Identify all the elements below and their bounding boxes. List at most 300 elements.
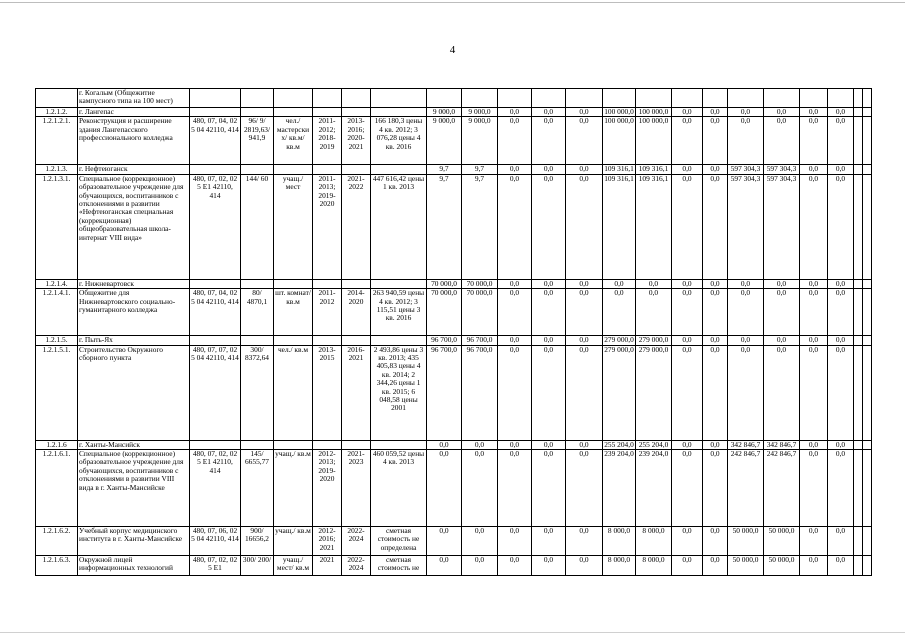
- cell-value: 0,0: [703, 289, 728, 336]
- cell-cap: [241, 108, 274, 117]
- cell-id: 1.2.1.6.1.: [36, 450, 78, 527]
- cell-value: 0,0: [764, 108, 800, 117]
- cell-value: 0,0: [532, 174, 566, 279]
- cell-value: 0,0: [566, 440, 603, 449]
- cell-value: [863, 450, 872, 527]
- table-row: [36, 440, 872, 449]
- cell-value: [863, 556, 872, 576]
- cell-value: 255 204,0: [636, 440, 672, 449]
- cell-cost: 263 940,59 цены 4 кв. 2012; 3 115,51 цены 3 кв. 2016: [371, 289, 427, 336]
- cell-value: 0,0: [636, 289, 672, 336]
- cell-value: [854, 527, 863, 556]
- cell-value: 279 000,0: [636, 345, 672, 440]
- cell-name: Окружной лицей информационных технологий: [78, 556, 190, 576]
- cell-value: 0,0: [728, 279, 764, 288]
- cell-value: 242 846,7: [728, 450, 764, 527]
- cell-value: 0,0: [498, 440, 532, 449]
- cell-value: 0,0: [566, 108, 603, 117]
- cell-cap: [241, 336, 274, 345]
- cell-value: 0,0: [498, 556, 532, 576]
- cell-value: 0,0: [498, 117, 532, 165]
- cell-value: 109 316,1: [603, 174, 636, 279]
- cell-cap: 80/ 4870,1: [241, 289, 274, 336]
- scan-edge-top: [0, 2, 905, 3]
- cell-p1: [313, 108, 342, 117]
- cell-value: 0,0: [800, 556, 828, 576]
- cell-value: 0,0: [532, 108, 566, 117]
- table-row: [36, 165, 872, 174]
- investment-table: [35, 88, 872, 576]
- cell-value: 0,0: [828, 345, 854, 440]
- cell-value: 9 000,0: [427, 108, 462, 117]
- cell-cat: [190, 165, 241, 174]
- cell-unit: учащ./ мест: [274, 174, 313, 279]
- cell-cap: [241, 89, 274, 108]
- cell-name: г. Нефтеюганск: [78, 165, 190, 174]
- cell-value: 0,0: [828, 117, 854, 165]
- cell-cat: 480, 07, 04, 02 5 04 42110, 414: [190, 289, 241, 336]
- cell-value: 109 316,1: [636, 165, 672, 174]
- cell-value: 342 846,7: [728, 440, 764, 449]
- cell-value: 9,7: [427, 165, 462, 174]
- cell-value: 0,0: [800, 440, 828, 449]
- cell-unit: учащ./ кв.м: [274, 450, 313, 527]
- cell-value: [863, 165, 872, 174]
- cell-cat: 480, 07, 02, 02 5 Е1: [190, 556, 241, 576]
- cell-value: 0,0: [498, 108, 532, 117]
- page-number: 4: [449, 44, 456, 56]
- cell-value: 0,0: [672, 174, 703, 279]
- cell-value: 0,0: [800, 450, 828, 527]
- cell-value: 0,0: [800, 174, 828, 279]
- cell-unit: [274, 336, 313, 345]
- cell-value: 0,0: [672, 527, 703, 556]
- cell-value: 0,0: [828, 450, 854, 527]
- cell-value: 0,0: [603, 279, 636, 288]
- cell-value: 9,7: [462, 174, 498, 279]
- cell-value: 0,0: [764, 345, 800, 440]
- table-row: [36, 345, 872, 440]
- cell-cat: 480, 07, 02, 02 5 Е1 42110, 414: [190, 174, 241, 279]
- cell-unit: шт. комнат/ кв.м: [274, 289, 313, 336]
- cell-value: 0,0: [703, 174, 728, 279]
- table-row: [36, 117, 872, 165]
- cell-value: 279 000,0: [604, 335, 634, 345]
- cell-value: 0,0: [532, 289, 566, 336]
- cell-value: [566, 89, 603, 108]
- cell-value: [863, 89, 872, 108]
- cell-p2: 2022-2024: [342, 527, 371, 556]
- cell-cap: 145/ 6655,77: [241, 450, 274, 527]
- cell-value: 50 000,0: [764, 527, 800, 556]
- cell-value: 9,7: [462, 165, 498, 174]
- cell-value: 0,0: [636, 279, 672, 288]
- cell-cost: сметная стоимость не: [371, 556, 427, 576]
- cell-value: 0,0: [764, 336, 800, 345]
- cell-p1: 2012-2013; 2019-2020: [313, 450, 342, 527]
- cell-value: [854, 89, 863, 108]
- cell-value: 0,0: [532, 336, 566, 345]
- cell-value: 239 204,0: [603, 450, 636, 527]
- cell-id: 1.2.1.3.: [36, 165, 78, 174]
- cell-value: [863, 345, 872, 440]
- cell-name: Учебный корпус медицинского института в г. Ханты-Мансийске: [78, 527, 190, 556]
- cell-value: [828, 89, 854, 108]
- cell-cap: 300/ 200/: [241, 556, 274, 576]
- cell-p2: [342, 108, 371, 117]
- cell-value: 109 316,1: [636, 174, 672, 279]
- cell-p1: 2011-2012: [313, 289, 342, 336]
- cell-cap: 300/ 8372,64: [241, 345, 274, 440]
- cell-unit: [274, 165, 313, 174]
- cell-value: 0,0: [498, 174, 532, 279]
- cell-value: 0,0: [728, 345, 764, 440]
- cell-value: 0,0: [703, 450, 728, 527]
- cell-value: 96 700,0: [427, 345, 462, 440]
- cell-value: 0,0: [532, 527, 566, 556]
- cell-id: [36, 89, 78, 108]
- cell-value: 0,0: [532, 440, 566, 449]
- cell-value: 0,0: [703, 556, 728, 576]
- cell-value: 0,0: [728, 289, 764, 336]
- cell-value: 70 000,0: [462, 289, 498, 336]
- table-row: [36, 527, 872, 556]
- cell-value: [532, 89, 566, 108]
- cell-id: 1.2.1.4.: [36, 279, 78, 288]
- cell-value: [603, 89, 636, 108]
- cell-value: 0,0: [566, 556, 603, 576]
- cell-value: 597 304,3: [728, 174, 764, 279]
- cell-value: [462, 89, 498, 108]
- cell-cap: 144/ 60: [241, 174, 274, 279]
- cell-value: [854, 440, 863, 449]
- cell-value: 0,0: [764, 279, 800, 288]
- cell-p2: [342, 440, 371, 449]
- cell-value: [854, 345, 863, 440]
- cell-value: [863, 117, 872, 165]
- cell-value: 0,0: [532, 345, 566, 440]
- cell-value: 0,0: [800, 289, 828, 336]
- table-row: [36, 450, 872, 527]
- cell-unit: учащ./ кв.м: [274, 527, 313, 556]
- cell-value: 279 000,0: [603, 345, 636, 440]
- cell-p1: [313, 165, 342, 174]
- cell-value: 100 000,0: [603, 117, 636, 165]
- cell-value: 70 000,0: [427, 289, 462, 336]
- cell-value: 70 000,0: [462, 279, 498, 288]
- cell-value: 8 000,0: [603, 527, 636, 556]
- table-row: [36, 108, 872, 117]
- cell-value: 0,0: [828, 289, 854, 336]
- cell-cost: 166 180,3 цены 4 кв. 2012; 3 076,28 цены 4 кв. 2016: [371, 117, 427, 165]
- cell-value: 8 000,0: [636, 556, 672, 576]
- cell-unit: [274, 440, 313, 449]
- cell-value: [863, 527, 872, 556]
- cell-p1: 2013-2015: [313, 345, 342, 440]
- cell-value: 242 846,7: [764, 450, 800, 527]
- cell-value: 597 304,3: [764, 174, 800, 279]
- cell-p2: [342, 89, 371, 108]
- cell-value: 0,0: [566, 336, 603, 345]
- cell-value: 0,0: [566, 279, 603, 288]
- cell-value: 597 304,3: [728, 165, 764, 174]
- table-row: [36, 556, 872, 576]
- cell-value: 0,0: [800, 345, 828, 440]
- table-row: [36, 336, 872, 345]
- cell-value: [636, 89, 672, 108]
- cell-value: 0,0: [498, 336, 532, 345]
- cell-p2: [342, 165, 371, 174]
- cell-id: 1.2.1.4.1.: [36, 289, 78, 336]
- cell-p2: 2013-2016; 2020-2021: [342, 117, 371, 165]
- cell-value: 0,0: [498, 527, 532, 556]
- cell-value: 0,0: [672, 556, 703, 576]
- cell-value: 0,0: [703, 117, 728, 165]
- cell-cat: [190, 89, 241, 108]
- cell-cap: 900/ 16656,2: [241, 527, 274, 556]
- cell-value: 96 700,0: [427, 336, 462, 345]
- cell-value: 0,0: [672, 336, 703, 345]
- cell-value: 0,0: [427, 450, 462, 527]
- cell-value: 0,0: [828, 440, 854, 449]
- cell-value: [863, 289, 872, 336]
- cell-value: 100 000,0: [636, 108, 672, 117]
- cell-value: 0,0: [703, 279, 728, 288]
- cell-value: 0,0: [427, 440, 462, 449]
- cell-value: [863, 336, 872, 345]
- cell-value: 0,0: [800, 108, 828, 117]
- cell-value: [800, 89, 828, 108]
- cell-name: Реконструкция и расширение здания Лангепасского профессионального колледжа: [78, 117, 190, 165]
- cell-value: [854, 165, 863, 174]
- cell-value: 0,0: [566, 174, 603, 279]
- cell-unit: учащ./ мест/ кв.м: [274, 556, 313, 576]
- cell-value: 0,0: [532, 279, 566, 288]
- cell-value: 0,0: [532, 117, 566, 165]
- cell-value: 8 000,0: [636, 527, 672, 556]
- cell-name: г. Нижневартовск: [78, 279, 190, 288]
- cell-value: [728, 89, 764, 108]
- cell-value: 0,0: [672, 440, 703, 449]
- cell-p2: 2021-2023: [342, 450, 371, 527]
- table-row: [36, 289, 872, 336]
- cell-value: 0,0: [498, 279, 532, 288]
- cell-value: 100 000,0: [604, 107, 634, 116]
- cell-value: 0,0: [462, 527, 498, 556]
- cell-value: [854, 556, 863, 576]
- cell-unit: [274, 108, 313, 117]
- cell-p1: 2011-2012; 2018-2019: [313, 117, 342, 165]
- cell-value: [863, 279, 872, 288]
- cell-cost: [371, 165, 427, 174]
- cell-value: 70 000,0: [427, 279, 462, 288]
- cell-value: 0,0: [566, 450, 603, 527]
- cell-value: 0,0: [603, 289, 636, 336]
- cell-value: 0,0: [462, 450, 498, 527]
- cell-id: 1.2.1.2.1.: [36, 117, 78, 165]
- cell-value: 9 000,0: [462, 117, 498, 165]
- cell-value: 0,0: [828, 174, 854, 279]
- cell-cost: [371, 89, 427, 108]
- cell-value: 0,0: [427, 527, 462, 556]
- cell-value: 0,0: [828, 279, 854, 288]
- table-row: [36, 89, 872, 108]
- cell-value: 0,0: [703, 440, 728, 449]
- cell-cap: [241, 440, 274, 449]
- cell-cap: [241, 279, 274, 288]
- cell-value: 0,0: [703, 108, 728, 117]
- cell-value: 50 000,0: [728, 556, 764, 576]
- cell-name: Специальное (коррекционное) образовательное учреждение для обучающихся, воспитанников с отклонениями в развитии VIII вида в г. Ханты-Мансийске: [78, 450, 190, 527]
- cell-value: 0,0: [828, 556, 854, 576]
- cell-value: 0,0: [800, 279, 828, 288]
- cell-value: 0,0: [703, 345, 728, 440]
- cell-id: 1.2.1.5.: [36, 336, 78, 345]
- cell-id: 1.2.1.6: [36, 440, 78, 449]
- cell-cap: 96/ 9/ 2819,63/ 941,9: [241, 117, 274, 165]
- cell-value: 8 000,0: [603, 556, 636, 576]
- cell-p1: 2021: [313, 556, 342, 576]
- cell-value: 96 700,0: [462, 336, 498, 345]
- cell-value: 279 000,0: [636, 336, 672, 345]
- cell-value: 239 204,0: [636, 450, 672, 527]
- cell-value: 9 000,0: [462, 108, 498, 117]
- cell-value: 0,0: [672, 289, 703, 336]
- cell-value: 0,0: [828, 108, 854, 117]
- cell-value: 0,0: [672, 165, 703, 174]
- cell-value: 0,0: [672, 450, 703, 527]
- cell-value: [764, 89, 800, 108]
- cell-id: 1.2.1.5.1.: [36, 345, 78, 440]
- cell-cost: [371, 440, 427, 449]
- cell-name: Общежитие для Нижневартовского социально-гуманитарного колледжа: [78, 289, 190, 336]
- cell-value: 0,0: [566, 527, 603, 556]
- cell-name: г. Лангепас: [78, 108, 190, 117]
- cell-cost: сметная стоимость не определена: [371, 527, 427, 556]
- cell-value: 0,0: [462, 556, 498, 576]
- cell-value: 0,0: [703, 165, 728, 174]
- scan-edge-bottom: [0, 632, 905, 633]
- cell-value: 0,0: [566, 117, 603, 165]
- cell-value: 0,0: [828, 336, 854, 345]
- cell-value: [854, 108, 863, 117]
- cell-value: [863, 108, 872, 117]
- cell-id: 1.2.1.3.1.: [36, 174, 78, 279]
- cell-unit: [274, 279, 313, 288]
- cell-cost: 460 059,52 цены 4 кв. 2013: [371, 450, 427, 527]
- cell-value: 0,0: [800, 165, 828, 174]
- cell-p1: 2011-2013; 2019-2020: [313, 174, 342, 279]
- cell-value: 0,0: [532, 556, 566, 576]
- cell-value: 0,0: [728, 117, 764, 165]
- cell-value: 0,0: [800, 336, 828, 345]
- cell-value: 0,0: [566, 289, 603, 336]
- cell-cat: [190, 108, 241, 117]
- table-row: [36, 174, 872, 279]
- cell-value: 0,0: [828, 165, 854, 174]
- cell-cat: 480, 07, 02, 02 5 Е1 42110, 414: [190, 450, 241, 527]
- cell-value: [854, 450, 863, 527]
- cell-value: 96 700,0: [462, 345, 498, 440]
- cell-cat: 480, 07, 06, 02 5 04 42110, 414: [190, 527, 241, 556]
- cell-cost: [371, 108, 427, 117]
- cell-name: Строительство Окружного сборного пункта: [78, 345, 190, 440]
- cell-value: [498, 89, 532, 108]
- cell-cost: [371, 336, 427, 345]
- cell-id: 1.2.1.6.3.: [36, 556, 78, 576]
- cell-value: 9 000,0: [427, 117, 462, 165]
- cell-name: г. Когалым (Общежитие кампусного типа на 100 мест): [78, 89, 190, 108]
- cell-p1: [313, 440, 342, 449]
- cell-value: [863, 174, 872, 279]
- cell-value: [672, 89, 703, 108]
- cell-id: 1.2.1.6.2.: [36, 527, 78, 556]
- cell-value: 0,0: [532, 165, 566, 174]
- cell-value: 597 304,3: [764, 165, 800, 174]
- cell-p2: [342, 336, 371, 345]
- cell-cat: 480, 07, 07, 02 5 04 42110, 414: [190, 345, 241, 440]
- cell-value: 0,0: [427, 556, 462, 576]
- cell-p2: 2014-2020: [342, 289, 371, 336]
- cell-value: 255 204,0: [604, 440, 634, 449]
- cell-value: 0,0: [498, 289, 532, 336]
- cell-value: [854, 117, 863, 165]
- cell-p2: 2021-2022: [342, 174, 371, 279]
- cell-value: 0,0: [498, 165, 532, 174]
- cell-cat: [190, 279, 241, 288]
- cell-value: [863, 440, 872, 449]
- cell-value: [427, 89, 462, 108]
- cell-value: 50 000,0: [764, 556, 800, 576]
- cell-p2: 2016-2021: [342, 345, 371, 440]
- cell-value: 0,0: [703, 336, 728, 345]
- cell-id: 1.2.1.2.: [36, 108, 78, 117]
- cell-value: 0,0: [462, 440, 498, 449]
- cell-value: 0,0: [672, 279, 703, 288]
- cell-name: Специальное (коррекционное) образовательное учреждение для обучающихся, воспитанников с отклонениями в развитии «Нефтеюганская специальная (коррекционная) общеобразовательная школа-интернат VIII вида»: [78, 174, 190, 279]
- cell-cost: 2 493,86 цены 3 кв. 2013; 435 405,83 цены 4 кв. 2014; 2 344,26 цены 1 кв. 2015; 6 048,58 цены 2001: [371, 345, 427, 440]
- cell-unit: чел./ мастерски х/ кв.м/ кв.м: [274, 117, 313, 165]
- cell-value: 342 846,7: [764, 440, 800, 449]
- cell-value: 0,0: [828, 527, 854, 556]
- cell-unit: чел./ кв.м: [274, 345, 313, 440]
- cell-value: 0,0: [728, 336, 764, 345]
- cell-cat: [190, 336, 241, 345]
- cell-p1: [313, 279, 342, 288]
- cell-value: 0,0: [672, 117, 703, 165]
- cell-name: г. Ханты-Мансийск: [78, 440, 190, 449]
- cell-p2: 2022-2024: [342, 556, 371, 576]
- cell-value: 0,0: [764, 289, 800, 336]
- cell-p1: [313, 89, 342, 108]
- cell-p1: 2012-2016; 2021: [313, 527, 342, 556]
- cell-value: 0,0: [703, 527, 728, 556]
- cell-value: 0,0: [764, 117, 800, 165]
- cell-value: 0,0: [498, 345, 532, 440]
- cell-value: [703, 89, 728, 108]
- cell-cost: [371, 279, 427, 288]
- cell-value: 109 316,1: [604, 164, 634, 174]
- cell-value: 9,7: [427, 174, 462, 279]
- cell-p1: [313, 336, 342, 345]
- cell-cat: 480, 07, 04, 02 5 04 42110, 414: [190, 117, 241, 165]
- cell-unit: [274, 89, 313, 108]
- cell-value: 0,0: [532, 450, 566, 527]
- cell-value: [854, 174, 863, 279]
- cell-value: [854, 279, 863, 288]
- cell-value: 0,0: [566, 165, 603, 174]
- cell-value: 50 000,0: [728, 527, 764, 556]
